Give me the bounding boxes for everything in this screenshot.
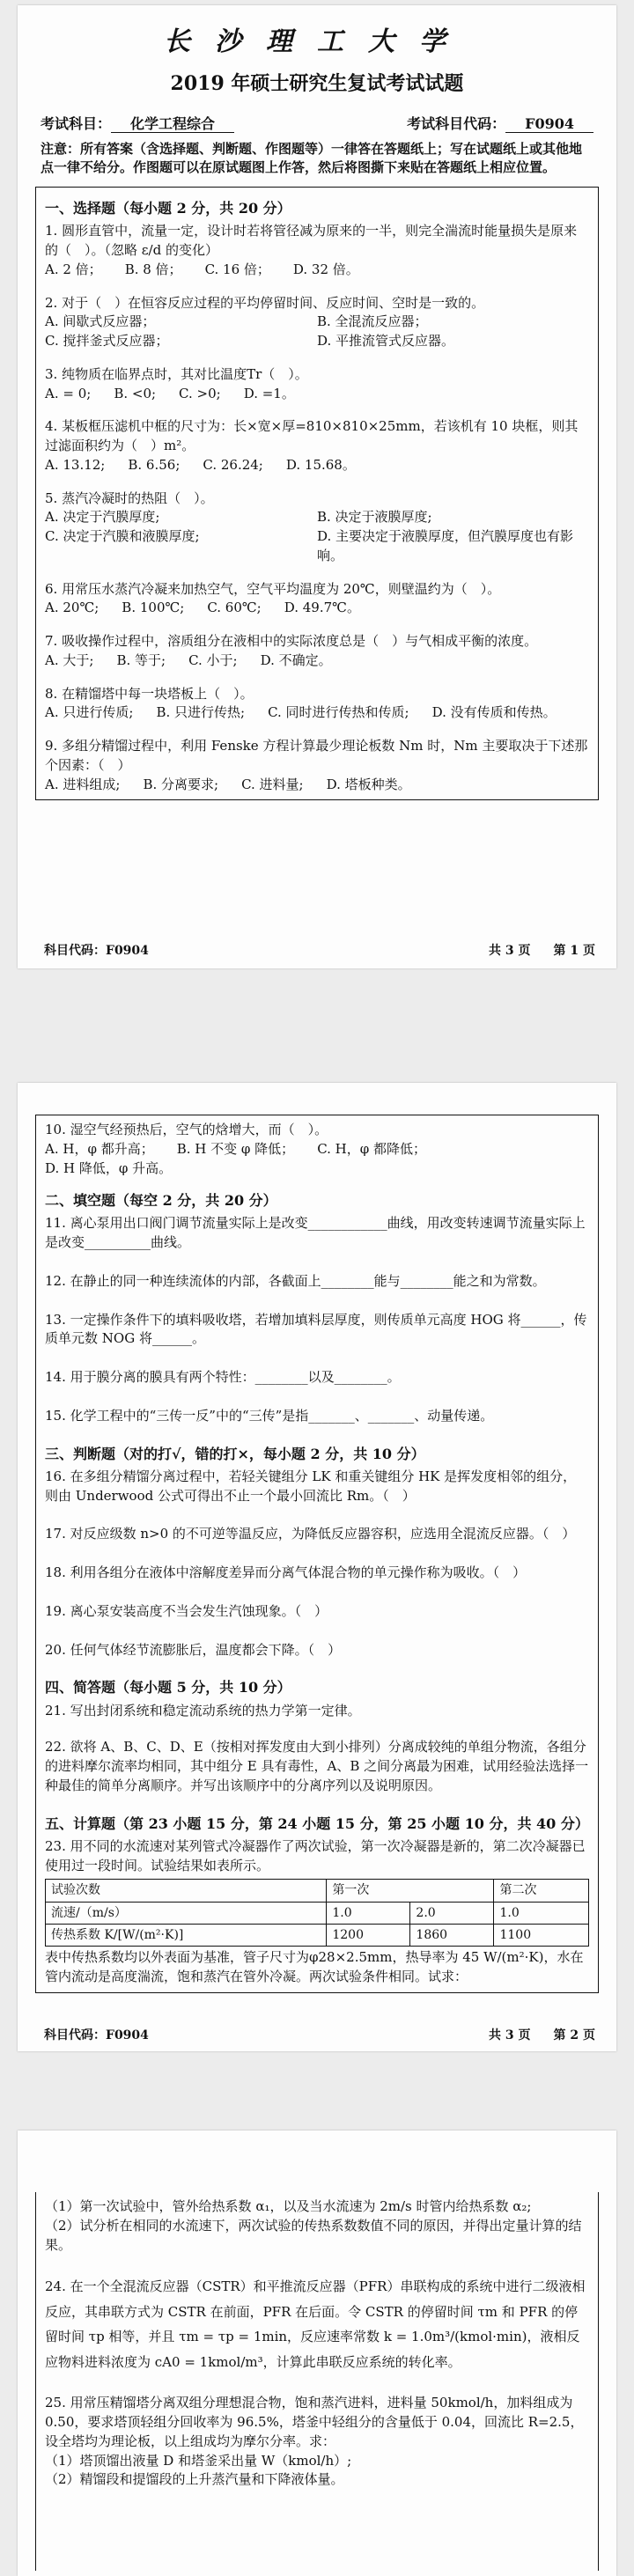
question	[45, 737, 589, 794]
footer-total-pages: 共 3 页	[489, 943, 531, 958]
footer-subject-code: 科目代码：F0904	[44, 2028, 149, 2042]
question-stem: 8. 在精馏塔中每一块塔板上（ ）。	[45, 685, 254, 702]
option: A. 大于;	[45, 651, 94, 668]
sub-question: （2）试分析在相同的水流速下，两次试验的传热系数数值不同的原因，并得出定量计算的结果。	[45, 2217, 582, 2253]
option: C. 同时进行传热和传质;	[268, 704, 409, 721]
question: 20. 任何气体经节流膨胀后，温度都会下降。（ ）	[45, 1641, 342, 1658]
option: A. 20℃;	[45, 600, 100, 616]
option: B. 6.56;	[128, 456, 181, 473]
question	[45, 685, 589, 724]
table-cell: 传热系数 K/[W/(m²·K)]	[46, 1924, 327, 1946]
option: C. 26.24;	[203, 456, 263, 473]
option: A. 进料组成;	[45, 776, 121, 792]
table-cell: 1860	[410, 1924, 494, 1946]
options	[45, 261, 589, 280]
code-label: 考试科目代码：	[407, 115, 506, 133]
option: B. <0;	[114, 385, 157, 401]
page-footer	[44, 942, 595, 960]
option: B. 8 倍；	[124, 261, 182, 277]
question: 17. 对反应级数 n>0 的不可逆等温反应，为降低反应器容积，应选用全混流反应器。（ ）	[45, 1526, 576, 1542]
question: 23. 用不同的水流速对某列管式冷凝器作了两次试验，第一次冷凝器是新的，第二次冷凝器已使用过一段时间。试验结果如表所示。	[45, 1837, 586, 1873]
questions-frame	[35, 1115, 599, 1993]
question-stem: 6. 用常压水蒸汽冷凝来加热空气，空气平均温度为 20℃，则壁温约为（ ）。	[45, 580, 501, 597]
section-heading: 三、判断题（对的打√，错的打×，每小题 2 分，共 10 分）	[45, 1445, 425, 1462]
question: 13. 一定操作条件下的填料吸收塔，若增加填料层厚度，则传质单元高度 HOG 将______，传质单元数 NOG 将______。	[45, 1311, 587, 1347]
option: D. 主要决定于液膜厚度，但汽膜厚度也有影响。	[317, 528, 574, 563]
options	[45, 776, 589, 795]
page-footer	[44, 2027, 595, 2044]
option: D. 49.7℃。	[284, 600, 360, 616]
option: A. 2 倍；	[45, 261, 102, 277]
option: C. 搅拌釜式反应器；	[45, 333, 169, 350]
option: A. 间歇式反应器；	[45, 313, 156, 330]
options	[45, 703, 589, 723]
question: 15. 化学工程中的“三传一反”中的“三传”是指_______、_______、动量传递。	[45, 1407, 494, 1424]
exam-page-3	[18, 2131, 616, 2576]
option: C. 进料量;	[241, 776, 304, 792]
option: B. H 不变 φ 降低；	[176, 1140, 295, 1157]
option: A. H，φ 都升高；	[45, 1140, 154, 1157]
question-stem: 7. 吸收操作过程中，溶质组分在液相中的实际浓度总是（ ）与气相成平衡的浓度。	[45, 633, 538, 650]
question: 16. 在多组分精馏分离过程中，若轻关键组分 LK 和重关键组分 HK 是挥发度相邻的组分，则由 Underwood 公式可得出不止一个最小回流比 Rm。（ ）	[45, 1468, 577, 1504]
question-note: 表中传热系数均以外表面为基准，管子尺寸为φ28×2.5mm，热导率为 45 W/(m²·K)，水在管内流动是高度湍流，饱和蒸汽在管外冷凝。两次试验条件相同。试求：	[45, 1949, 584, 1984]
exam-page-1	[18, 5, 616, 968]
question: 25. 用常压精馏塔分离双组分理想混合物，饱和蒸汽进料，进料量 50kmol/h，加料组成为 0.50，要求塔顶轻组分回收率为 96.5%，塔釜中轻组分的含量低于 0.04，回流比 R=2.5，设全塔均为理论板，以上组成均为摩尔分率。求：	[45, 2395, 584, 2449]
sub-question: （1）塔顶馏出液量 D 和塔釜采出量 W（kmol/h）;	[45, 2452, 352, 2469]
table-row	[46, 1924, 589, 1946]
table-cell: 1100	[494, 1924, 589, 1946]
exam-title: 2019 年硕士研究生复试考试试题	[170, 71, 464, 95]
question	[45, 294, 589, 351]
question: 11. 离心泵用出口阀门调节流量实际上是改变____________曲线，用改变转速调节流量实际上是改变__________曲线。	[45, 1215, 586, 1251]
options	[45, 313, 589, 351]
section-heading: 五、计算题（第 23 小题 15 分，第 24 小题 15 分，第 25 小题 10 分，共 40 分）	[45, 1814, 589, 1832]
question: 24. 在一个全混流反应器（CSTR）和平推流反应器（PFR）串联构成的系统中进行二级液相反应，其串联方式为 CSTR 在前面，PFR 在后面。令 CSTR 的停留时间 τm 和 PFR 的停留时间 τp 相等，并且 τm = τp = 1min，反应速率常数 k = 1.0m³/(kmol·min)，液相反应物料进料浓度为 cA0 = 1kmol/m³，计算此串联反应系统的转化率。	[45, 2278, 586, 2370]
question-stem: 9. 多组分精馏过程中，利用 Fenske 方程计算最少理论板数 Nm 时，Nm 主要取决于下述那个因素：（ ）	[45, 738, 588, 773]
option: D. 塔板种类。	[326, 776, 411, 792]
option: D. 不确定。	[260, 651, 332, 668]
section-heading: 一、选择题（每小题 2 分，共 20 分）	[45, 200, 291, 217]
option: D. 32 倍。	[292, 261, 359, 277]
table-cell: 第一次	[327, 1880, 494, 1902]
sub-question: （2）精馏段和提馏段的上升蒸汽量和下降液体量。	[45, 2471, 344, 2488]
footer-page-number: 第 1 页	[553, 943, 595, 958]
question-stem: 3. 纯物质在临界点时，其对比温度Tr（ ）。	[45, 365, 308, 382]
option: B. 分离要求;	[143, 776, 219, 792]
sub-question: （1）第一次试验中，管外给热系数 α₁，以及当水流速为 2m/s 时管内给热系数 α₂;	[45, 2198, 532, 2214]
option: B. 100℃;	[122, 600, 185, 616]
question	[45, 580, 589, 619]
footer-subject-code: 科目代码：F0904	[44, 943, 149, 958]
options	[45, 599, 589, 618]
question	[45, 489, 589, 566]
option: A. = 0;	[45, 385, 92, 401]
code-value: F0904	[505, 115, 593, 133]
option: B. 等于;	[116, 651, 166, 668]
option: D. H 降低，φ 升高。	[45, 1159, 173, 1176]
question: 22. 欲将 A、B、C、D、E（按相对挥发度由大到小排列）分离成较纯的单组分物流，各组分的进料摩尔流率均相同，其中组分 E 具有毒性，A、B 之间分离最为困难，试用经验法选择一种最佳的简单分离顺序。并写出该顺序中的分离序列以及说明原因。	[45, 1739, 589, 1793]
option: A. 13.12;	[45, 456, 106, 473]
questions-frame	[35, 2192, 599, 2571]
subject-field	[41, 114, 234, 134]
option: B. 只进行传热;	[156, 704, 246, 721]
option: B. 全混流反应器；	[317, 313, 428, 330]
experiment-table	[45, 1879, 589, 1947]
subject-label: 考试科目：	[41, 115, 112, 133]
option: D. 平推流管式反应器。	[317, 333, 455, 350]
footer-total-pages: 共 3 页	[489, 2028, 531, 2042]
table-cell: 第二次	[494, 1880, 589, 1902]
option: C. 小于;	[188, 651, 238, 668]
question	[45, 1121, 589, 1178]
option: D. 没有传质和传热。	[431, 704, 557, 721]
question	[45, 632, 589, 671]
option: D. =1。	[243, 385, 295, 401]
question-stem: 5. 蒸汽冷凝时的热阻（ ）。	[45, 489, 214, 506]
option: C. 决定于汽膜和液膜厚度;	[45, 528, 200, 545]
section-heading: 四、简答题（每小题 5 分，共 10 分）	[45, 1679, 291, 1696]
footer-page-number: 第 2 页	[553, 2028, 595, 2042]
question: 14. 用于膜分离的膜具有两个特性：________以及________。	[45, 1369, 401, 1386]
question: 12. 在静止的同一种连续流体的内部，各截面上________能与________能之和为常数。	[45, 1272, 546, 1289]
table-row	[46, 1880, 589, 1902]
options	[45, 1140, 589, 1179]
subject-value: 化学工程综合	[111, 115, 234, 133]
option: B. 决定于液膜厚度;	[317, 509, 432, 526]
option: C. 60℃;	[207, 600, 262, 616]
question-stem: 2. 对于（ ）在恒容反应过程的平均停留时间、反应时间、空时是一致的。	[45, 294, 485, 311]
exam-page-2	[18, 1083, 616, 2051]
option: A. 决定于汽膜厚度;	[45, 509, 160, 526]
university-name: 长沙理工大学	[164, 26, 470, 57]
code-field	[407, 114, 593, 134]
question-stem: 10. 湿空气经预热后，空气的焓增大，而（ ）。	[45, 1122, 328, 1137]
table-cell: 1.0	[494, 1902, 589, 1924]
table-cell: 1200	[327, 1924, 410, 1946]
options	[45, 385, 589, 404]
option: C. >0;	[179, 385, 221, 401]
questions-frame	[35, 187, 599, 800]
option: C. 16 倍；	[204, 261, 270, 277]
options	[45, 456, 589, 475]
question: 21. 写出封闭系统和稳定流动系统的热力学第一定律。	[45, 1702, 361, 1719]
table-cell: 试验次数	[46, 1880, 327, 1902]
option: C. H，φ 都降低；	[317, 1140, 427, 1157]
table-cell: 1.0	[327, 1902, 410, 1924]
subject-line	[35, 114, 599, 134]
section-heading: 二、填空题（每空 2 分，共 20 分）	[45, 1192, 277, 1210]
exam-notice: 注意：所有答案（含选择题、判断题、作图题等）一律答在答题纸上；写在试题纸上或其他地点一律不给分。作图题可以在原试题图上作答，然后将图撕下来贴在答题纸上相应位置。	[41, 140, 583, 176]
options	[45, 508, 589, 565]
table-cell: 2.0	[410, 1902, 494, 1924]
options	[45, 651, 589, 671]
option: D. 15.68。	[285, 456, 356, 473]
question-list	[45, 222, 589, 794]
table-cell: 流速/（m/s）	[46, 1902, 327, 1924]
table-row	[46, 1902, 589, 1924]
question: 19. 离心泵安装高度不当会发生汽蚀现象。（ ）	[45, 1602, 328, 1619]
question	[45, 417, 589, 475]
question-stem: 1. 圆形直管中，流量一定，设计时若将管径减为原来的一半，则完全湍流时能量损失是原来的（ ）。（忽略 ε/d 的变化）	[45, 223, 578, 259]
question	[45, 222, 589, 279]
question	[45, 365, 589, 404]
question-stem: 4. 某板框压滤机中框的尺寸为：长×宽×厚=810×810×25mm，若该机有 10 块框，则其过滤面积约为（ ）m²。	[45, 418, 579, 454]
question: 18. 利用各组分在液体中溶解度差异而分离气体混合物的单元操作称为吸收。（ ）	[45, 1564, 527, 1581]
option: A. 只进行传质;	[45, 704, 134, 721]
